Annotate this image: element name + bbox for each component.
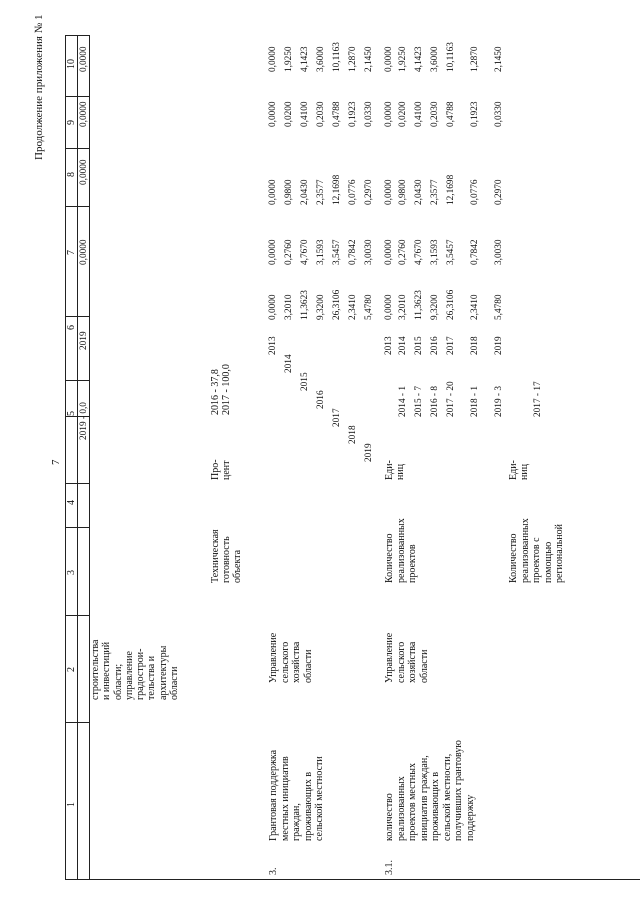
row31-col11: 0,0000 — [384, 46, 394, 72]
row3-col8: 3,1593 — [316, 239, 326, 265]
target-regional: 2017 - 17 — [533, 381, 543, 417]
row31-col9: 2,0430 — [414, 179, 424, 205]
row3-col7: 26,3106 — [332, 289, 342, 320]
row3-col8: 0,7842 — [348, 239, 358, 265]
row3-year: 2016 — [316, 390, 326, 409]
row3-col8: 4,7670 — [300, 239, 310, 265]
row31-col9: 2,3577 — [430, 179, 440, 205]
row3-col8: 3,0030 — [364, 239, 374, 265]
row31-number: 3.1. — [384, 860, 395, 875]
row31-year: 2019 — [494, 336, 504, 355]
year-2019-first: 2019 — [79, 331, 89, 350]
row31-year: 2017 — [446, 336, 456, 355]
row31-target: 2018 - 1 — [470, 386, 480, 417]
row31-col9: 0,9800 — [398, 179, 408, 205]
header-col-1: 1 — [66, 802, 77, 807]
header-col-2: 2 — [66, 667, 77, 672]
row31-col7: 0,0000 — [384, 294, 394, 320]
row3-year: 2019 — [364, 443, 374, 462]
row3-col7: 9,3200 — [316, 294, 326, 320]
row3-col11: 10,1163 — [332, 42, 342, 72]
row3-col11: 0,0000 — [268, 46, 278, 72]
table-top-border — [65, 35, 66, 880]
row3-responsible: Управление сельского хозяйства области — [268, 632, 314, 683]
row3-year: 2015 — [300, 372, 310, 391]
row31-col10: 0,0200 — [398, 101, 408, 127]
row3-year: 2014 — [284, 354, 294, 373]
row31-col10: 0,4100 — [414, 101, 424, 127]
row31-col10: 0,1923 — [470, 101, 480, 127]
row3-col9: 2,0430 — [300, 179, 310, 205]
table-col-sep-1 — [65, 722, 89, 723]
row31-col9: 12,1698 — [446, 174, 456, 205]
table-header-border — [77, 35, 78, 880]
table-col-sep-2 — [65, 615, 89, 616]
row31-col8: 3,5457 — [446, 239, 456, 265]
row31-responsible: Управление сельского хозяйства области — [384, 632, 430, 683]
row3-col9: 0,0000 — [268, 179, 278, 205]
row31-col7: 2,3410 — [470, 294, 480, 320]
value-col10-first: 0,0000 — [79, 46, 89, 72]
table-left-border — [65, 879, 640, 880]
table-col-sep-8 — [65, 206, 89, 207]
header-col-7: 7 — [66, 250, 77, 255]
row31-unit: Еди- ниц — [384, 460, 406, 480]
row31-col8: 3,1593 — [430, 239, 440, 265]
row3-col7: 11,3623 — [300, 290, 310, 320]
row3-col10: 0,0330 — [364, 101, 374, 127]
target-2019-first: 2019 - 0,0 — [79, 402, 89, 440]
responsible-executor-cont: строительства и инвестиций области; управление градострои- тельства и архитектуры области — [90, 639, 181, 700]
appendix-note: Продолжение приложения № 1 — [33, 14, 45, 160]
row3-col11: 1,9250 — [284, 46, 294, 72]
row31-col7: 9,3200 — [430, 294, 440, 320]
row31-year: 2013 — [384, 336, 394, 355]
row31-col7: 26,3106 — [446, 289, 456, 320]
row31-col9: 0,0000 — [384, 179, 394, 205]
row31-col11: 1,2870 — [470, 46, 480, 72]
row31-col10: 0,2030 — [430, 101, 440, 127]
row31-col11: 1,9250 — [398, 46, 408, 72]
header-col-4: 4 — [66, 500, 77, 505]
header-col-6: 6 — [66, 325, 77, 330]
row31-target: 2015 - 7 — [414, 386, 424, 417]
row3-col11: 1,2870 — [348, 46, 358, 72]
table-col-sep-7 — [65, 316, 89, 317]
row3-number: 3. — [268, 867, 279, 875]
row3-year: 2017 — [332, 408, 342, 427]
table-col-sep-6 — [65, 380, 89, 381]
unit-percent: Про- цент — [210, 459, 232, 480]
table-col-sep-9 — [65, 148, 89, 149]
row3-year: 2018 — [348, 425, 358, 444]
indicator-tech: Техническая готовность объекта — [210, 529, 243, 583]
value-col7-first: 0,0000 — [79, 239, 89, 265]
row3-col7: 3,2010 — [284, 294, 294, 320]
row3-col7: 2,3410 — [348, 294, 358, 320]
header-col-10: 10 — [66, 59, 77, 69]
row31-col11: 4,1423 — [414, 46, 424, 72]
indicator-regional: Количество реализованных проектов с помощью региональной — [508, 518, 565, 583]
row3-col7: 0,0000 — [268, 294, 278, 320]
row31-target: 2017 - 20 — [446, 381, 456, 417]
row31-col11: 10,1163 — [446, 42, 456, 72]
row31-col8: 0,7842 — [470, 239, 480, 265]
row3-col9: 12,1698 — [332, 174, 342, 205]
row31-name: количество реализованных проектов местных инициатив граждан, проживающих в сельской местности, получивших грантовую поддержку — [384, 740, 476, 841]
target-tech: 2016 - 37,8 2017 - 100,0 — [210, 364, 232, 415]
row3-col10: 0,4788 — [332, 101, 342, 127]
row31-col10: 0,0000 — [384, 101, 394, 127]
row3-col9: 2,3577 — [316, 179, 326, 205]
row3-col10: 0,1923 — [348, 101, 358, 127]
row31-col8: 4,7670 — [414, 239, 424, 265]
header-col-3: 3 — [66, 570, 77, 575]
row3-name: Грантовая поддержка местных инициатив граждан, проживающих в сельской местности — [268, 749, 325, 841]
row31-col7: 5,4780 — [494, 294, 504, 320]
row31-col7: 11,3623 — [414, 290, 424, 320]
row3-col10: 0,2030 — [316, 101, 326, 127]
row3-col10: 0,4100 — [300, 101, 310, 127]
page-number: 7 — [50, 459, 62, 465]
row3-col10: 0,0000 — [268, 101, 278, 127]
row31-year: 2016 — [430, 336, 440, 355]
row31-col10: 0,4788 — [446, 101, 456, 127]
row3-col9: 0,9800 — [284, 179, 294, 205]
header-col-9: 9 — [66, 120, 77, 125]
value-col9-first: 0,0000 — [79, 101, 89, 127]
table-col-sep-10 — [65, 96, 89, 97]
row31-target: 2014 - 1 — [398, 386, 408, 417]
row31-col9: 0,0776 — [470, 179, 480, 205]
row31-year: 2015 — [414, 336, 424, 355]
row3-col11: 4,1423 — [300, 46, 310, 72]
table-col-sep-4 — [65, 483, 89, 484]
row31-col8: 3,0030 — [494, 239, 504, 265]
row3-col11: 3,6000 — [316, 46, 326, 72]
row31-col11: 3,6000 — [430, 46, 440, 72]
row31-col9: 0,2970 — [494, 179, 504, 205]
table-col-sep-3 — [65, 527, 89, 528]
row3-col7: 5,4780 — [364, 294, 374, 320]
row3-col11: 2,1450 — [364, 46, 374, 72]
row31-col10: 0,0330 — [494, 101, 504, 127]
header-col-8: 8 — [66, 172, 77, 177]
row31-col7: 3,2010 — [398, 294, 408, 320]
row3-col8: 0,2760 — [284, 239, 294, 265]
row3-col9: 0,0776 — [348, 179, 358, 205]
value-col8-first: 0,0000 — [79, 159, 89, 185]
row31-col8: 0,0000 — [384, 239, 394, 265]
row31-col8: 0,2760 — [398, 239, 408, 265]
row31-col11: 2,1450 — [494, 46, 504, 72]
row31-year: 2018 — [470, 336, 480, 355]
row3-year: 2013 — [268, 336, 278, 355]
table-right-border — [65, 35, 89, 36]
row31-target: 2016 - 8 — [430, 386, 440, 417]
row3-col8: 0,0000 — [268, 239, 278, 265]
header-col-5: 5 — [66, 411, 77, 416]
unit-regional: Еди- ниц — [508, 460, 530, 480]
row3-col8: 3,5457 — [332, 239, 342, 265]
row3-col9: 0,2970 — [364, 179, 374, 205]
row31-target: 2019 - 3 — [494, 386, 504, 417]
row31-indicator: Количество реализованных проектов — [384, 518, 418, 583]
row3-col10: 0,0200 — [284, 101, 294, 127]
row31-year: 2014 — [398, 336, 408, 355]
